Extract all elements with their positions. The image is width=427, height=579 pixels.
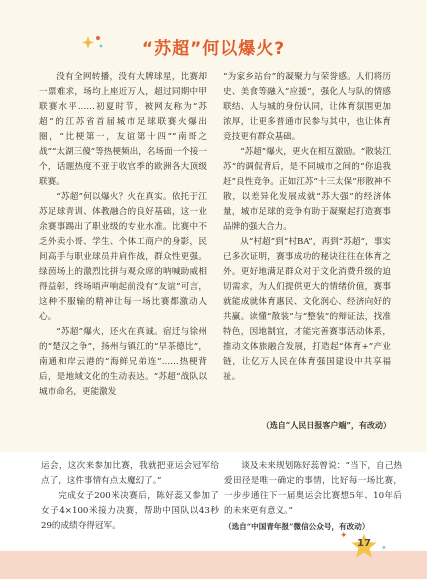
paragraph: “苏超”何以爆火？火在真实。依托于江苏足球青训、体教融合的良好基础，这一业余赛事踢出了职业级的专业水准。比赛中不乏外卖小哥、学生、个体工商户的身影，民间高手与职业球员并肩作战，群众性更强。绿茵场上的激烈比拼与观众席的呐喊助威相得益彰，终场哨声响起前没有“友谊”可言，这种不服输的精神让每一场比赛都激动人心。 [39, 192, 207, 322]
lower-source: （选自“中国青年报”微信公众号，有改动） [224, 522, 370, 531]
sparkle-icon: ✦ [340, 531, 348, 541]
paragraph: “苏超”爆火，还火在真诚。宿迁与徐州的“楚汉之争”，扬州与镇江的“早茶德比”，南通和岸云港的“海鲜兄弟连”……热梗背后，是地域文化的生动表达。“苏超”战队以城市命名，更能激发 [39, 327, 207, 397]
paragraph: 运会，这次来参加比赛，我就把亚运会冠军给点了，这件事情有点太魔幻了。” [41, 461, 219, 486]
sparkle-icon: ✦ [381, 544, 387, 552]
lower-column-left [41, 459, 219, 534]
article-title: “苏超”何以爆火? [141, 39, 286, 59]
paragraph: 没有全网转播，没有大牌球星，比赛却一票难求，场均上座近万人，超过同期中甲联赛水平……初夏时节，被网友称为“苏超”的江苏省首届城市足球联赛火爆出圈，“比梗第一，友谊第十四”“南哥之战”“太湖三傻”等热梗频出，名场面一个接一个，话题热度不亚于收官季的欧洲各大顶级联赛。 [39, 72, 207, 187]
page-number: 17 [357, 538, 371, 549]
page-number-badge [350, 533, 378, 559]
lower-column-right [224, 459, 402, 534]
article-source: （选自“人民日报客户端”，有改动） [261, 420, 391, 430]
article-column-left [39, 70, 207, 400]
paragraph: 谈及未来规划陈好蕊曾说：“当下，自己热爱田径是唯一确定的事情，比好每一场比赛，一步步通往下一届奥运会比赛想5年、10年后的未来更有意义。” [224, 461, 402, 516]
paragraph: 从“村超”到“村BA”，再到“苏超”，事实已多次证明，赛事成功的秘诀往往在体育之外。更好地满足群众对于文化消费升级的迫切需求，为人们提供更大的情绪价值，赛事就能成就体育惠民、文化润心、经济向好的共赢。读懂“散装”与“整装”的辩证法，找准特色，因地制宜，才能完善赛事活动体系，推动文体旅融合发展，打造起“体育+”产业链，让亿万人民在体育强国建设中共享福祉。 [223, 237, 391, 382]
paragraph: “苏超”爆火，更火在相互激励。“散装江苏”的调侃背后，是不同城市之间的“你追我赶”良性竞争。正如江苏“十三太保”形散神不散，以差异化发展成就“苏大强”的经济体量，城市足球的竞争有助于凝聚起打造赛事品牌的强大合力。 [223, 147, 391, 232]
paragraph: “为家乡站台”的凝聚力与荣誉感。人们将历史、美食等融入“应援”，强化人与队的情感联结、人与城的身份认同，让体育氛围更加浓厚，让更多普通市民参与其中，也让体育竞技更有群众基础。 [223, 72, 391, 142]
article-column-right [223, 70, 391, 385]
paragraph: 完成女子200米决赛后，陈好蕊又参加了女子4×100米接力决赛，帮助中国队以43秒29的成绩夺得冠军。 [41, 491, 219, 531]
